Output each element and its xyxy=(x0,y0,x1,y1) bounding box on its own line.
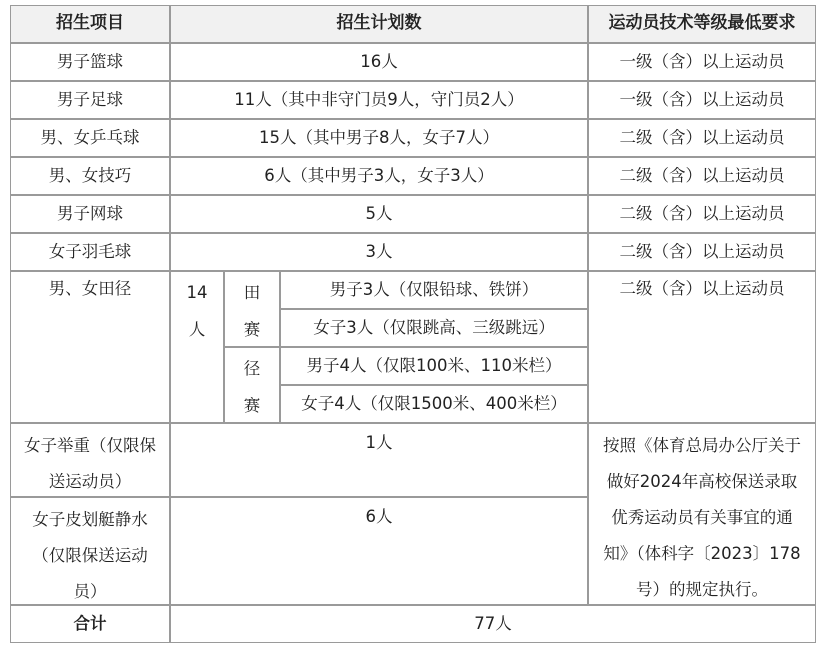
row-requirement: 二级（含）以上运动员 xyxy=(588,157,816,195)
row-plan: 16人 xyxy=(170,43,588,81)
row-plan: 11人（其中非守门员9人，守门员2人） xyxy=(170,81,588,119)
weightlifting-project: 女子举重（仅限保 送运动员） xyxy=(10,423,170,497)
header-requirement: 运动员技术等级最低要求 xyxy=(588,5,816,43)
total-label: 合计 xyxy=(10,605,170,643)
row-project: 女子羽毛球 xyxy=(10,233,170,271)
header-project: 招生项目 xyxy=(10,5,170,43)
row-project: 男、女技巧 xyxy=(10,157,170,195)
total-value: 77人 xyxy=(170,605,816,643)
row-requirement: 二级（含）以上运动员 xyxy=(588,119,816,157)
row-requirement: 一级（含）以上运动员 xyxy=(588,81,816,119)
row-project: 男子篮球 xyxy=(10,43,170,81)
row-project: 男、女乒乓球 xyxy=(10,119,170,157)
field-events-label: 田 赛 xyxy=(224,271,280,347)
row-project: 男子网球 xyxy=(10,195,170,233)
athletics-total-number: 14 xyxy=(186,283,208,302)
track-event-row: 男子4人（仅限100米、110米栏） xyxy=(280,347,588,385)
row-plan: 6人（其中男子3人，女子3人） xyxy=(170,157,588,195)
athletics-total-unit: 人 xyxy=(188,320,206,339)
row-plan: 5人 xyxy=(170,195,588,233)
field-event-row: 女子3人（仅限跳高、三级跳远） xyxy=(280,309,588,347)
field-event-row: 男子3人（仅限铅球、铁饼） xyxy=(280,271,588,309)
header-plan: 招生计划数 xyxy=(170,5,588,43)
athletics-total xyxy=(170,271,224,423)
kayak-plan: 6人 xyxy=(170,497,588,605)
weightlifting-plan: 1人 xyxy=(170,423,588,497)
row-requirement: 二级（含）以上运动员 xyxy=(588,195,816,233)
athletics-project: 男、女田径 xyxy=(10,271,170,423)
row-requirement: 一级（含）以上运动员 xyxy=(588,43,816,81)
track-events-label: 径 赛 xyxy=(224,347,280,423)
athletics-requirement: 二级（含）以上运动员 xyxy=(588,271,816,423)
row-requirement: 二级（含）以上运动员 xyxy=(588,233,816,271)
track-event-row: 女子4人（仅限1500米、400米栏） xyxy=(280,385,588,423)
row-project: 男子足球 xyxy=(10,81,170,119)
row-plan: 3人 xyxy=(170,233,588,271)
kayak-project: 女子皮划艇静水 （仅限保送运动 员） xyxy=(10,497,170,605)
row-plan: 15人（其中男子8人，女子7人） xyxy=(170,119,588,157)
special-requirement-note: 按照《体育总局办公厅关于 做好2024年高校保送录取 优秀运动员有关事宜的通 知》（体科字〔2023〕178 号）的规定执行。 xyxy=(588,423,816,605)
